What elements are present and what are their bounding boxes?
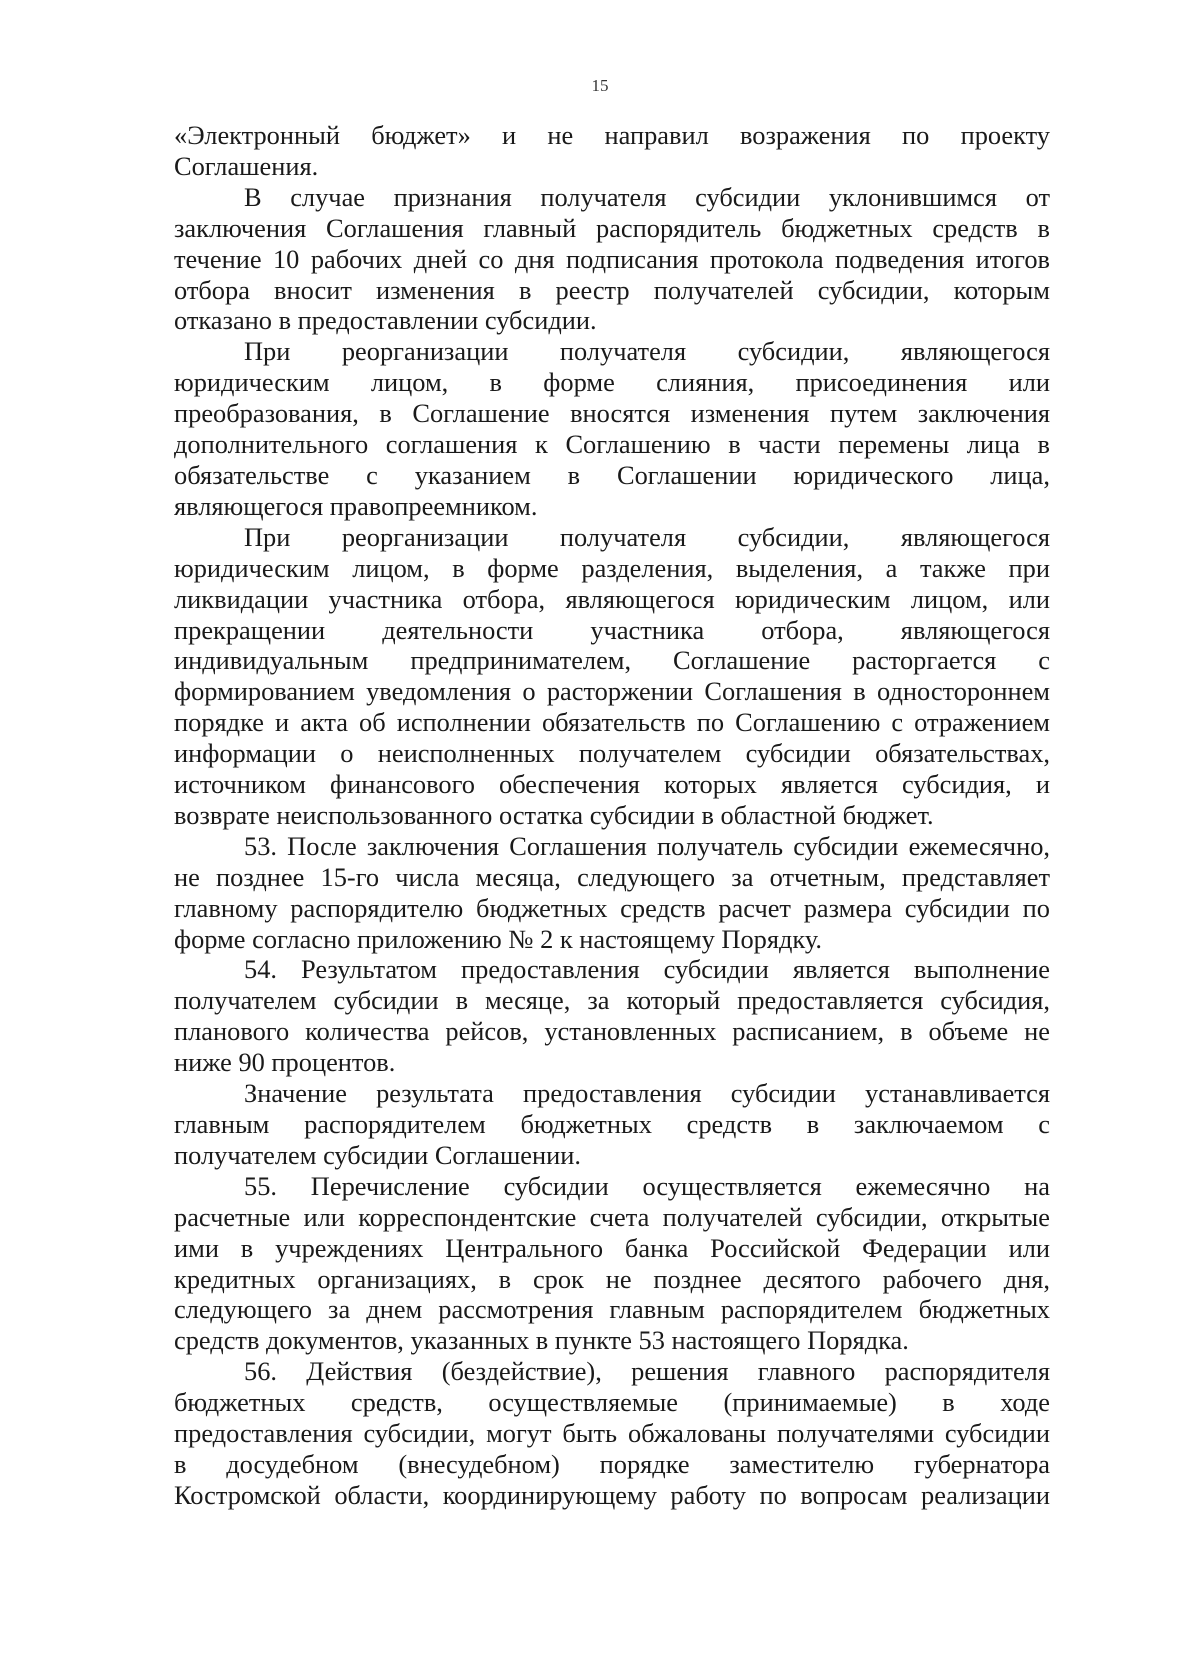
text-line: заключения Соглашения главный распорядитель бюджетных средств в — [174, 212, 1050, 243]
text-line: В случае признания получателя субсидии уклонившимся от — [244, 181, 1050, 212]
text-line: предоставления субсидии, могут быть обжалованы получателями субсидии — [174, 1418, 1050, 1449]
text-line: отбора вносит изменения в реестр получателей субсидии, которым — [174, 274, 1050, 305]
text-line: Костромской области, координирующему работу по вопросам реализации — [174, 1479, 1050, 1510]
text-line: получателем субсидии в месяце, за который предоставляется субсидия, — [174, 985, 1050, 1016]
text-line: 55. Перечисление субсидии осуществляется ежемесячно на — [244, 1170, 1050, 1201]
text-line: следующего за днем рассмотрения главным распорядителем бюджетных — [174, 1294, 1050, 1325]
text-line: информации о неисполненных получателем субсидии обязательствах, — [174, 738, 1050, 769]
text-line: бюджетных средств, осуществляемые (принимаемые) в ходе — [174, 1387, 1050, 1418]
text-line: индивидуальным предпринимателем, Соглашение расторгается с — [174, 645, 1050, 676]
text-line: дополнительного соглашения к Соглашению в части перемены лица в — [174, 429, 1050, 460]
text-line: ниже 90 процентов. — [174, 1047, 396, 1078]
text-line: При реорганизации получателя субсидии, являющегося — [244, 336, 1050, 367]
text-line: 54. Результатом предоставления субсидии является выполнение — [244, 954, 1050, 985]
text-line: источником финансового обеспечения которых является субсидия, и — [174, 769, 1050, 800]
text-line: порядке и акта об исполнении обязательств по Соглашению с отражением — [174, 707, 1050, 738]
text-line: ими в учреждениях Центрального банка Российской Федерации или — [174, 1232, 1050, 1263]
text-line: юридическим лицом, в форме слияния, присоединения или — [174, 367, 1050, 398]
text-line: юридическим лицом, в форме разделения, выделения, а также при — [174, 552, 1050, 583]
text-line: обязательстве с указанием в Соглашении юридического лица, — [174, 459, 1050, 490]
text-line: отказано в предоставлении субсидии. — [174, 305, 597, 336]
text-line: прекращении деятельности участника отбора, являющегося — [174, 614, 1050, 645]
text-line: возврате неиспользованного остатка субсидии в областной бюджет. — [174, 799, 934, 830]
text-line: планового количества рейсов, установленных расписанием, в объеме не — [174, 1016, 1050, 1047]
text-line: средств документов, указанных в пункте 53 настоящего Порядка. — [174, 1325, 909, 1356]
text-line: расчетные или корреспондентские счета получателей субсидии, открытые — [174, 1201, 1050, 1232]
document-body-text — [174, 120, 1050, 1511]
text-line: главному распорядителю бюджетных средств расчет размера субсидии по — [174, 892, 1050, 923]
text-line: 53. После заключения Соглашения получатель субсидии ежемесячно, — [244, 830, 1050, 861]
text-line: главным распорядителем бюджетных средств в заключаемом с — [174, 1109, 1050, 1139]
text-line: получателем субсидии Соглашении. — [174, 1139, 581, 1170]
text-line: форме согласно приложению № 2 к настоящему Порядку. — [174, 923, 823, 954]
text-line: не позднее 15-го числа месяца, следующего за отчетным, представляет — [174, 861, 1050, 892]
text-line: Соглашения. — [174, 150, 319, 181]
text-line: течение 10 рабочих дней со дня подписания протокола подведения итогов — [174, 243, 1050, 274]
text-line: 56. Действия (бездействие), решения главного распорядителя — [244, 1356, 1050, 1387]
text-line: преобразования, в Соглашение вносятся изменения путем заключения — [174, 398, 1050, 429]
text-line: «Электронный бюджет» и не направил возражения по проекту — [174, 120, 1050, 150]
text-line: кредитных организациях, в срок не позднее десятого рабочего дня, — [174, 1263, 1050, 1294]
text-line: При реорганизации получателя субсидии, являющегося — [244, 521, 1050, 552]
text-line: Значение результата предоставления субсидии устанавливается — [244, 1078, 1050, 1109]
text-line: формированием уведомления о расторжении Соглашения в одностороннем — [174, 676, 1050, 707]
text-line: в досудебном (внесудебном) порядке заместителю губернатора — [174, 1448, 1050, 1479]
page-number: 15 — [591, 76, 609, 95]
text-line: ликвидации участника отбора, являющегося юридическим лицом, или — [174, 583, 1050, 614]
text-line: являющегося правопреемником. — [174, 490, 538, 521]
